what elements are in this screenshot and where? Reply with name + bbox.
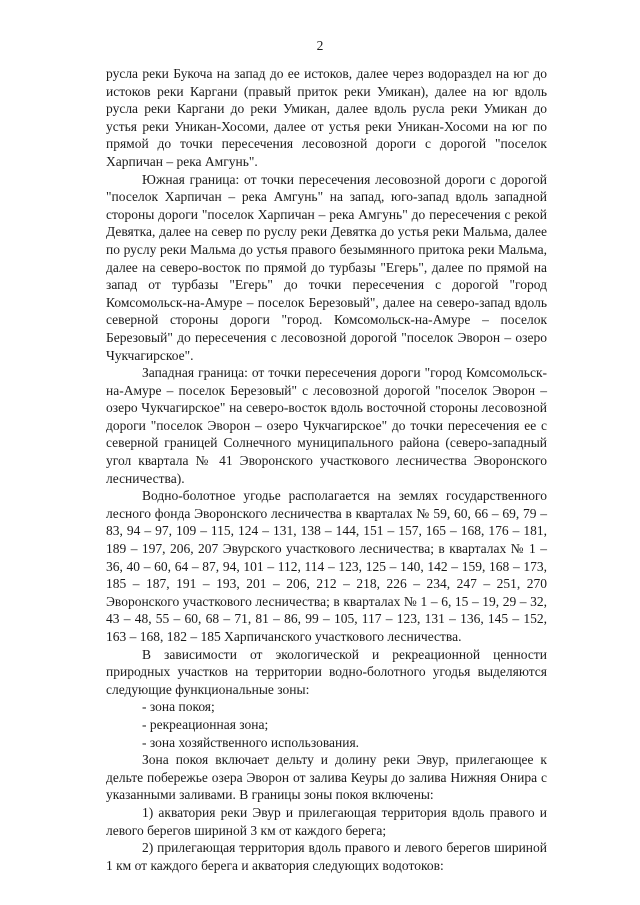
paragraph-functional-zones-intro: В зависимости от экологической и рекреационной ценности природных участков на территории водно-болотного угодья выделяются следующие функциональные зоны: — [106, 646, 547, 697]
paragraph-rest-zone-item-2: 2) прилегающая территория вдоль правого и левого берегов шириной 1 км от каждого берега и акватория следующих водотоков: — [106, 840, 547, 873]
paragraph-forest-quarters: Водно-болотное угодье располагается на землях государственного лесного фонда Эворонского лесничества в кварталах № 59, 60, 66 – 69, 79 – 83, 94 – 97, 109 – 115, 124 – 131, 138 – 144, 151 – 157, 165 – 168, 176 – 181, 189 – 197, 206, 207 Эвурского участкового лесничества; в кварталах № 1 – 36, 40 – 60, 64 – 87, 94, 101 – 112, 114 – 123, 125 – 140, 142 – 159, 168 – 173, 185 – 187, 191 – 193, 201 – 206, 212 – 218, 226 – 234, 247 – 251, 270 Эворонского участкового лесничества; в кварталах № 1 – 6, 15 – 19, 29 – 32, 43 – 48, 55 – 60, 68 – 71, 81 – 86, 99 – 105, 117 – 123, 131 – 136, 145 – 152, 163 – 168, 182 – 185 Харпичанского участкового лесничества. — [106, 488, 547, 644]
paragraph-south-boundary: Южная граница: от точки пересечения лесовозной дороги с дорогой "поселок Харпичан – река Амгунь" на запад, юго-запад вдоль западной стороны дороги "поселок Харпичан – река Амгунь" до пересечения с рекой Девятка, далее на север по руслу реки Девятка до устья реки Мальма, далее по руслу реки Мальма до устья правого безымянного притока реки Мальма, далее на северо-восток по прямой до турбазы "Егерь", далее по прямой на запад от турбазы "Егерь" до точки пересечения с дорогой "город Комсомольск-на-Амуре – поселок Березовый", далее на северо-запад вдоль северной стороны дороги "город. Комсомольск-на-Амуре – поселок Березовый" до пересечения с лесовозной дорогой "поселок Эворон – озеро Чукчагирское". — [106, 171, 547, 363]
zone-list-item-economic: - зона хозяйственного использования. — [142, 734, 360, 750]
zone-list-item-rest: - зона покоя; — [142, 699, 215, 715]
paragraph-west-boundary: Западная граница: от точки пересечения дороги "город Комсомольск-на-Амуре – поселок Березовый" с лесовозной дорогой "поселок Эворон – озеро Чукчагирское" на северо-восток вдоль восточной стороны лесовозной дороги "поселок Эворон – озеро Чукчагирское" до точки пересечения ее с северной границей Солнечного муниципального района (северо-западный угол квартала № 41 Эворонского участкового лесничества Эворонского лесничества). — [106, 365, 547, 486]
paragraph-north-boundary-continuation: русла реки Букоча на запад до ее истоков, далее через водораздел на юг до истоков реки Каргани (правый приток реки Умикан), далее на юг вдоль русла реки Каргани до реки Умикан, далее вдоль русла реки Умикан до устья реки Уникан-Хосоми, далее от устья реки Уникан-Хосоми на юг по прямой до точки пересечения лесовозной дороги с дорогой "поселок Харпичан – река Амгунь". — [106, 66, 547, 169]
zone-list-item-recreation: - рекреационная зона; — [142, 716, 269, 732]
paragraph-rest-zone: Зона покоя включает дельту и долину реки Эвур, прилегающее к дельте побережье озера Эворон от залива Кеуры до залива Нижняя Онира с указанными заливами. В границы зоны покоя включены: — [106, 752, 547, 803]
paragraph-rest-zone-item-1: 1) акватория реки Эвур и прилегающая территория вдоль правого и левого берегов шириной 3 км от каждого берега; — [106, 804, 547, 838]
document-body — [106, 65, 547, 874]
page-number: 2 — [316, 38, 324, 53]
